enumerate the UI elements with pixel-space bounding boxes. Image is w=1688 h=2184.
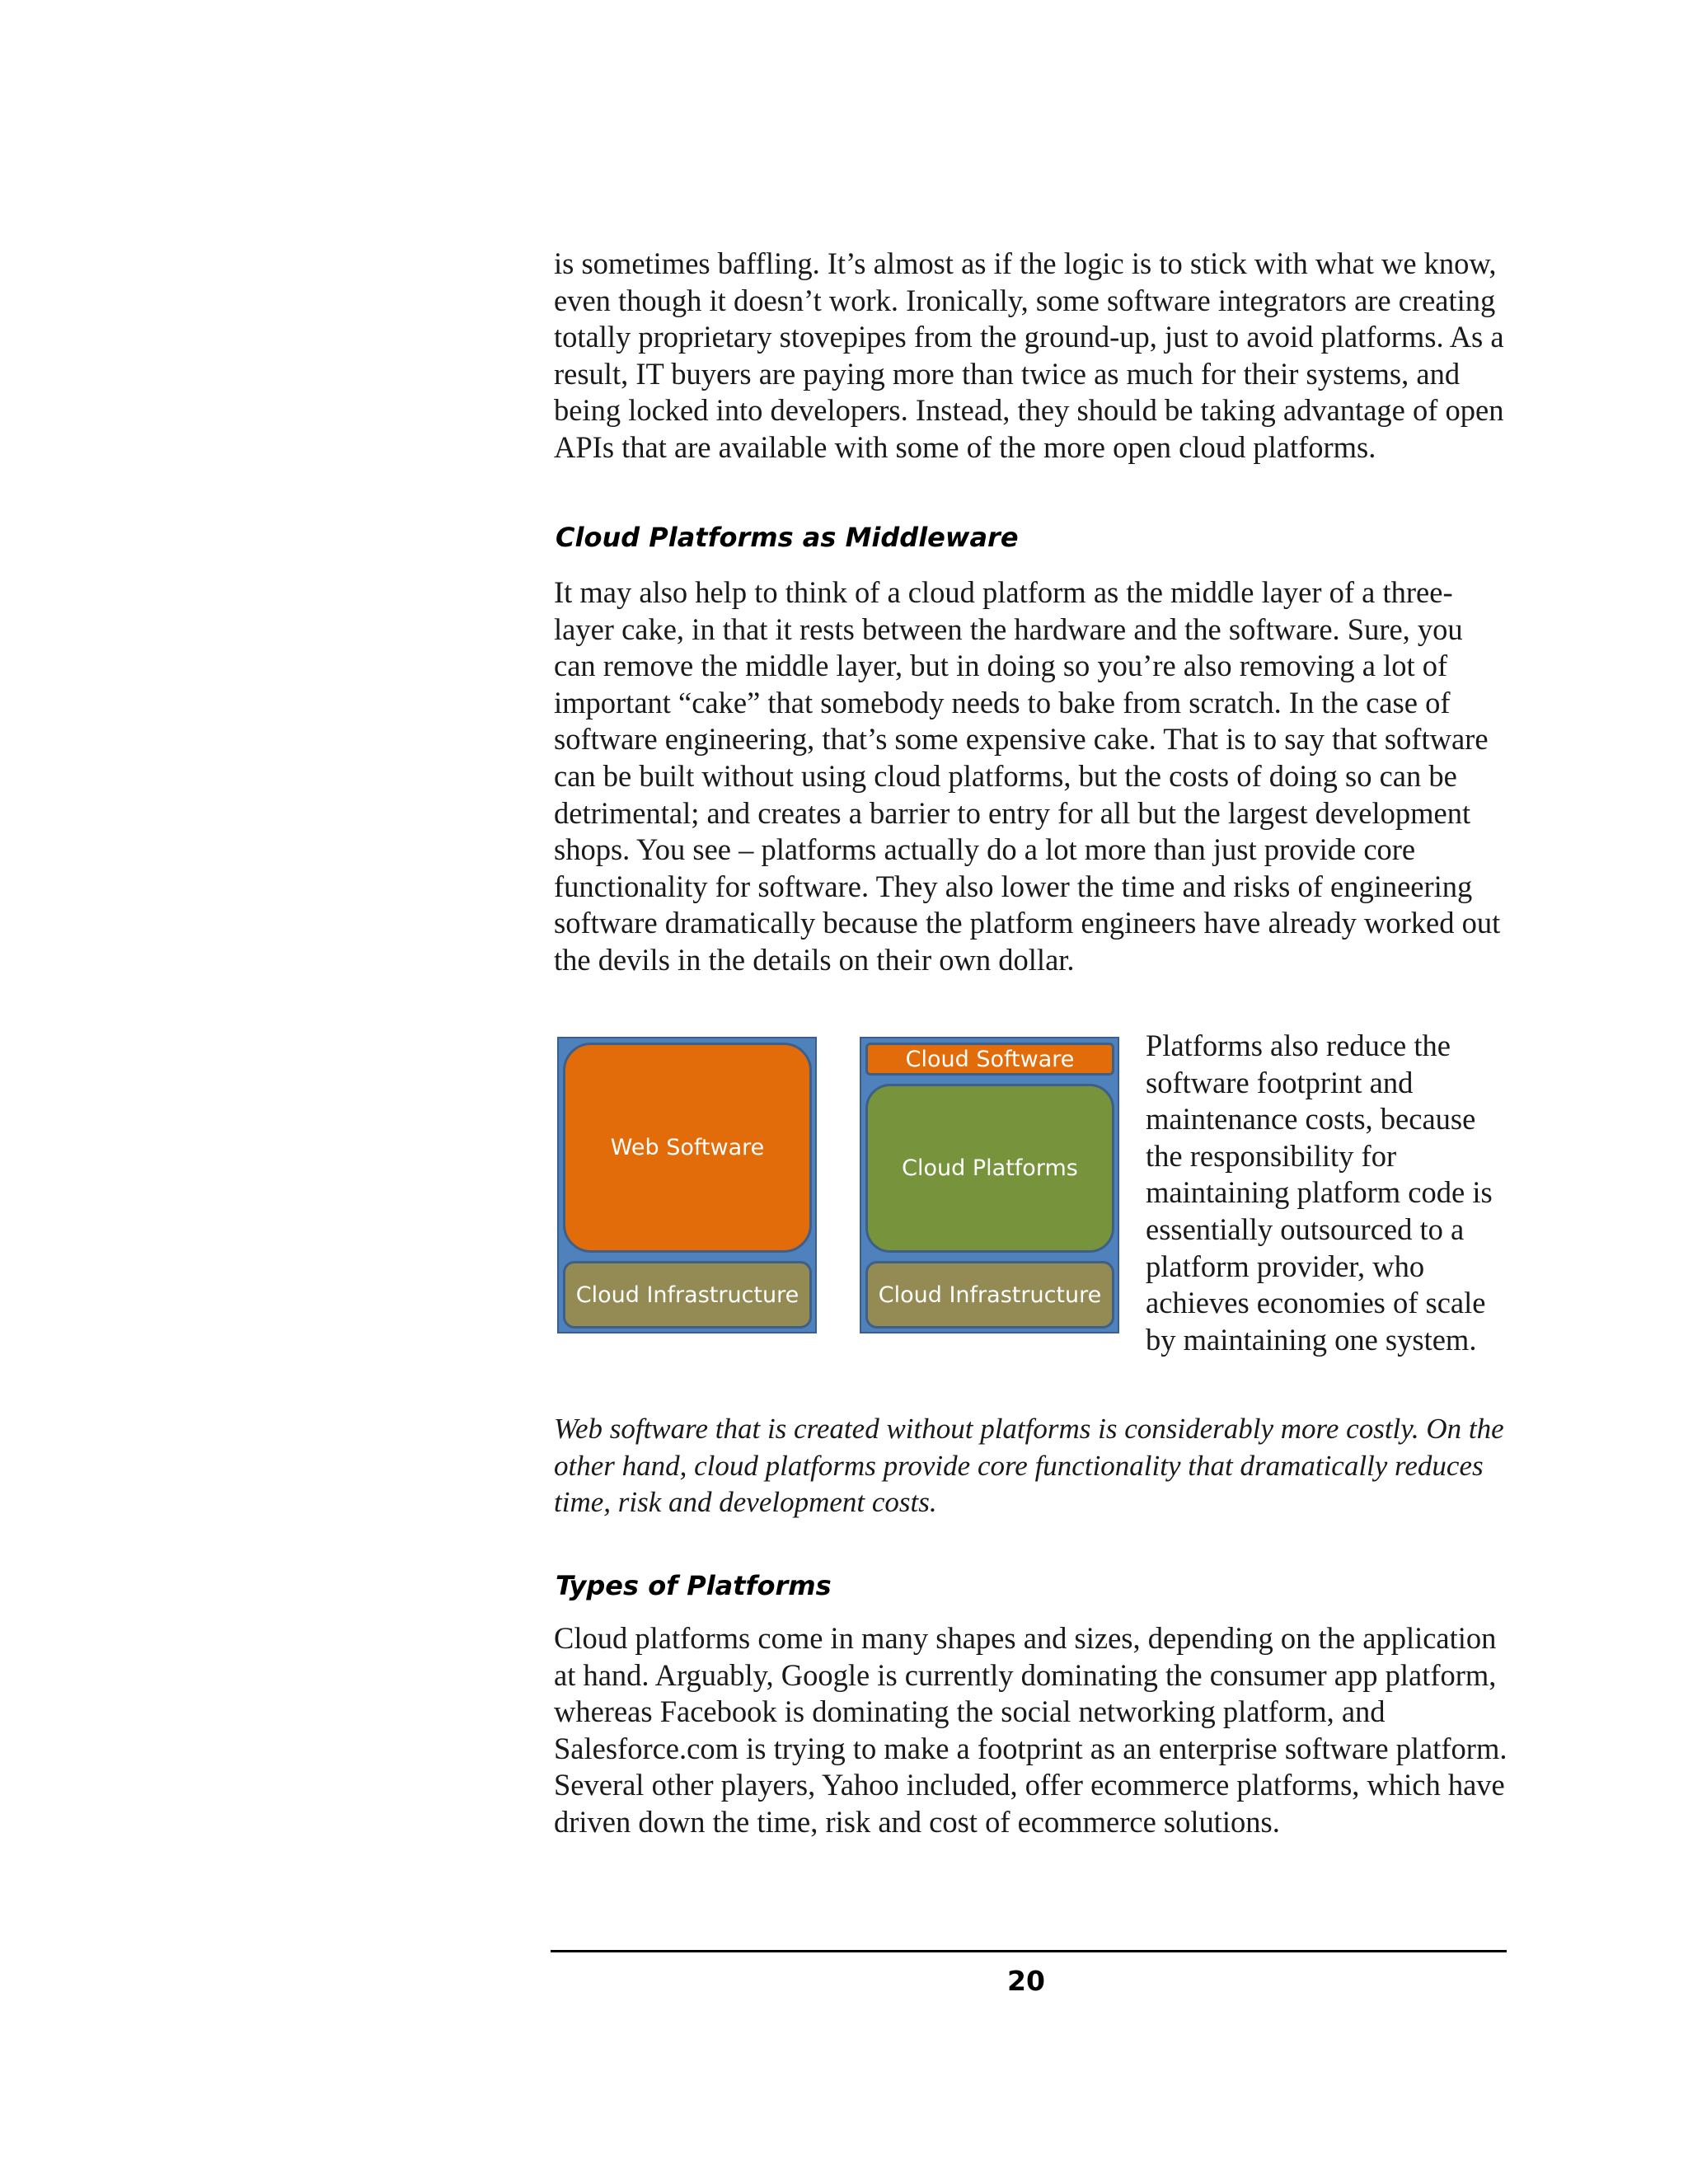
stack-with-platform xyxy=(860,1037,1119,1333)
platform-stack-diagram xyxy=(557,1037,1119,1335)
cloud-platforms-block: Cloud Platforms xyxy=(865,1084,1114,1253)
figure-caption: Web software that is created without platforms is considerably more costly. On the other hand, cloud platforms provide core functionality that dramatically reduces time, risk and development costs. xyxy=(554,1413,1504,1519)
intro-paragraph: is sometimes baffling. It’s almost as if the logic is to stick with what we know, even though it doesn’t work. Ironically, some software integrators are creating totally proprietary stovepipes from the ground-up, just to avoid platforms. As a result, IT buyers are paying more than twice as much for their systems, and being locked into developers. Instead, they should be taking advantage of open APIs that are available with some of the more open cloud platforms. xyxy=(554,246,1504,464)
page-number: 20 xyxy=(1007,1965,1045,1997)
footprint-paragraph: Platforms also reduce the software footprint and maintenance costs, because the responsibility for maintaining platform code is essentially outsourced to a platform provider, who achieves economies of scale by maintaining one system. xyxy=(1146,1029,1493,1357)
stack-without-platform xyxy=(557,1037,817,1333)
cloud-infrastructure-block-right: Cloud Infrastructure xyxy=(865,1261,1114,1329)
middleware-paragraph: It may also help to think of a cloud platform as the middle layer of a three-layer cake, in that it rests between the hardware and the software. Sure, you can remove the middle layer, but in doing so you’re also removing a lot of important “cake” that somebody needs to bake from scratch. In the case of software engineering, that’s some expensive cake. That is to say that software can be built without using cloud platforms, but the costs of doing so can be detrimental; and creates a barrier to entry for all but the largest development shops. You see – platforms actually do a lot more than just provide core functionality for software. They also lower the time and risks of engineering software dramatically because the platform engineers have already worked out the devils in the details on their own dollar. xyxy=(554,575,1501,977)
heading-cloud-platforms-middleware: Cloud Platforms as Middleware xyxy=(556,522,1019,553)
footer-divider xyxy=(551,1950,1507,1952)
cloud-software-block: Cloud Software xyxy=(865,1043,1114,1076)
types-paragraph: Cloud platforms come in many shapes and sizes, depending on the application at hand. Arguably, Google is currently dominating the consumer app platform, whereas Facebook is dominating the social networking platform, and Salesforce.com is trying to make a footprint as an enterprise software platform. Several other players, Yahoo included, offer ecommerce platforms, which have driven down the time, risk and cost of ecommerce solutions. xyxy=(554,1621,1507,1839)
cloud-infrastructure-block-left: Cloud Infrastructure xyxy=(563,1261,812,1329)
heading-types-of-platforms: Types of Platforms xyxy=(556,1570,832,1601)
web-software-block: Web Software xyxy=(563,1043,812,1253)
